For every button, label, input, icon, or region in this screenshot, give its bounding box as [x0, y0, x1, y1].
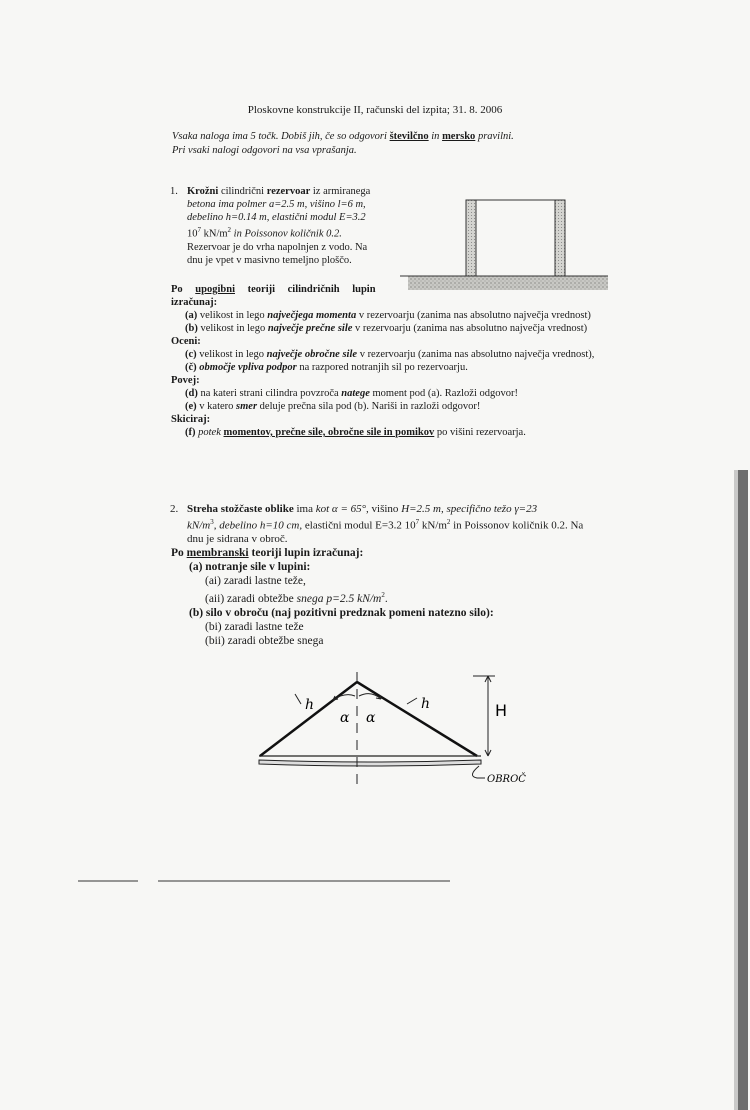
question-b: [171, 322, 617, 335]
task1-unit: kN/m: [201, 228, 228, 240]
task2-aii-c: .: [384, 592, 388, 605]
task1-questions: [171, 283, 617, 439]
scan-edge-shadow: [734, 470, 750, 1110]
task2-l2-sup2: 7: [415, 518, 420, 526]
task1-description: [172, 185, 392, 267]
ring-beam: [259, 760, 481, 766]
question-cc-text-b: na razpored notranjih sil po rezervoarju.: [299, 362, 468, 373]
task2-l2-e: in Poissonov količnik 0.2. Na: [450, 519, 584, 532]
question-a-text-b: največjega momenta: [267, 310, 357, 321]
task2-text-f: specifično težo γ=23: [446, 503, 538, 515]
question-a-label: (a): [185, 310, 198, 321]
question-d-text-a: na kateri strani cilindra povzroča: [200, 388, 339, 399]
question-f-text-a: potek: [198, 427, 221, 438]
task1-line-2: betona ima polmer a=2.5 m, višino l=6 m,: [187, 199, 366, 210]
question-a-text-c: v rezervoarju (zanima nas absolutno največja vrednost): [358, 310, 591, 321]
task2-line-3: dnu je sidrana v obroč.: [187, 532, 288, 545]
intro-line-1: [172, 130, 514, 144]
task2-question-aii: [171, 588, 494, 606]
question-b-text-c: v rezervoarju (zanima nas absolutno največja vrednost): [355, 323, 588, 334]
task2-questions: [171, 546, 494, 648]
task2-question-bi: (bi) zaradi lastne teže: [205, 620, 304, 633]
question-a-text-a: velikost in lego: [199, 310, 265, 321]
task2-theory-a: Po: [171, 547, 184, 559]
question-e-label: (e): [185, 401, 197, 412]
question-b-text-a: velikost in lego: [200, 323, 266, 334]
question-e-text-c: deluje prečna sila pod (b). Nariši in razloži odgovor!: [259, 401, 481, 412]
task2-line-1: [187, 503, 618, 516]
task2-question-a: (a) notranje sile v lupini:: [189, 561, 311, 573]
question-cc-label: (č): [185, 362, 197, 373]
task2-text-c: kot α = 65°,: [315, 503, 369, 515]
task2-aii-a: (aii) zaradi obtežbe: [205, 592, 294, 605]
task1-theory-line: [171, 283, 617, 296]
task1-exp: 7: [197, 226, 201, 234]
question-d-label: (d): [185, 388, 198, 399]
bottom-rule: [78, 878, 478, 884]
label-ring: OBROČ: [487, 774, 526, 785]
label-h-right: h: [421, 696, 431, 712]
question-cc: [171, 361, 617, 374]
question-f-label: (f): [185, 427, 196, 438]
question-d-text-b: natege: [341, 388, 370, 399]
task2-theory-line: [171, 546, 494, 560]
task1-estimate-label: Oceni:: [171, 336, 201, 347]
task2-theory-c: teoriji lupin izračunaj:: [251, 547, 364, 559]
tank-right-wall: [555, 200, 565, 276]
question-c-label: (c): [185, 349, 197, 360]
question-f-text-b: momentov, prečne sile, obročne sile in pomikov: [223, 427, 435, 438]
question-f: [171, 426, 617, 439]
task2-aii-b: snega p=2.5 kN/m: [296, 592, 382, 605]
question-c-text-a: velikost in lego: [199, 349, 265, 360]
task2-question-b: (b) silo v obroču (naj pozitivni predznak pomeni natezno silo):: [189, 606, 494, 619]
question-cc-text-a: območje vpliva podpor: [199, 362, 297, 373]
task1-line-4: [187, 224, 392, 241]
task1-line-1: [187, 185, 392, 198]
task2-l2-sup: 3: [210, 518, 214, 526]
label-H: H: [495, 701, 508, 720]
task1-poisson: in Poissonov količnik 0.2.: [231, 228, 342, 240]
thickness-arrow-left: [295, 694, 301, 704]
label-alpha-left: α: [340, 710, 350, 726]
question-e: [171, 400, 617, 413]
task1-theory-a: Po: [171, 284, 183, 295]
question-e-text-a: v katero: [199, 401, 234, 412]
task2-aii-sup: 2: [381, 591, 385, 599]
task1-tell-label: Povej:: [171, 375, 200, 386]
task2-l2-sup3: 2: [446, 518, 451, 526]
question-c-text-c: v rezervoarju (zanima nas absolutno največja vrednost),: [359, 349, 595, 360]
task2-l2-d: kN/m: [419, 519, 447, 532]
question-b-label: (b): [185, 323, 198, 334]
task2-text-b: ima: [296, 503, 313, 515]
label-alpha-right: α: [366, 710, 376, 726]
task2-text-e: H=2.5 m,: [401, 503, 444, 515]
task1-word-d: iz armiranega: [312, 186, 371, 197]
question-d-text-c: moment pod (a). Razloži odgovor!: [372, 388, 518, 399]
thickness-arrow-right: [407, 698, 417, 704]
intro-text-a: Vsaka naloga ima 5 točk. Dobiš jih, če so odgovori: [172, 131, 387, 142]
intro-emph-numeric: številčno: [389, 131, 429, 142]
task1-theory-b: upogibni: [195, 284, 235, 295]
task1-exp-base: 10: [187, 228, 198, 240]
task1-sketch-label: Skiciraj:: [171, 414, 211, 425]
intro-line-2: Pri vsaki nalogi odgovori na vsa vprašanja.: [172, 145, 357, 156]
task1-line-5: Rezervoar je do vrha napolnjen z vodo. Na: [187, 241, 368, 253]
task1-line-6: dnu je vpet v masivno temeljno ploščo.: [187, 254, 352, 266]
task2-l2-b: , debelino h=10 cm,: [213, 519, 303, 532]
question-a: [171, 309, 617, 322]
question-b-text-b: največje prečne sile: [267, 323, 353, 334]
task2-description: [172, 503, 618, 546]
task2-line-2: [187, 516, 618, 533]
task1-number: 1.: [170, 186, 178, 197]
intro-text-e: pravilni.: [477, 131, 514, 142]
task2-question-ai: (ai) zaradi lastne teže,: [205, 575, 306, 587]
task2-question-bii: (bii) zaradi obtežbe snega: [205, 634, 324, 647]
question-e-text-b: smer: [236, 401, 258, 412]
label-h-left: h: [305, 697, 315, 713]
question-c-text-b: največje obročne sile: [266, 349, 358, 360]
intro-emph-units: mersko: [442, 131, 476, 142]
task1-line-3: debelino h=0.14 m, elastični modul E=3.2: [187, 212, 366, 223]
task2-text-d: višino: [371, 503, 399, 515]
task2-theory-b: membranski: [186, 547, 249, 559]
ring-callout: [472, 766, 485, 778]
intro-text: [172, 130, 514, 158]
task2-text-a: Streha stožčaste oblike: [187, 503, 294, 515]
task1-calc-label: izračunaj:: [171, 297, 218, 308]
cone-roof-sketch: [245, 664, 565, 804]
question-f-text-c: po višini rezervoarja.: [436, 427, 526, 438]
task1-word-a: Krožni: [187, 186, 219, 197]
task1-theory-c: teoriji cilindričnih lupin: [247, 284, 376, 295]
question-c: [171, 348, 617, 361]
task2-l2-c: elastični modul E=3.2 10: [304, 519, 416, 532]
task2-l2-a: kN/m: [187, 519, 211, 532]
question-d: [171, 387, 617, 400]
tank-left-wall: [466, 200, 476, 276]
task1-word-c: rezervoar: [266, 186, 311, 197]
task1-unit-exp: 2: [227, 226, 232, 234]
task1-word-b: cilindrični: [220, 186, 265, 197]
task2-number: 2.: [170, 503, 179, 515]
page-title: Ploskovne konstrukcije II, računski del izpita; 31. 8. 2006: [247, 104, 503, 116]
intro-text-c: in: [431, 131, 440, 142]
